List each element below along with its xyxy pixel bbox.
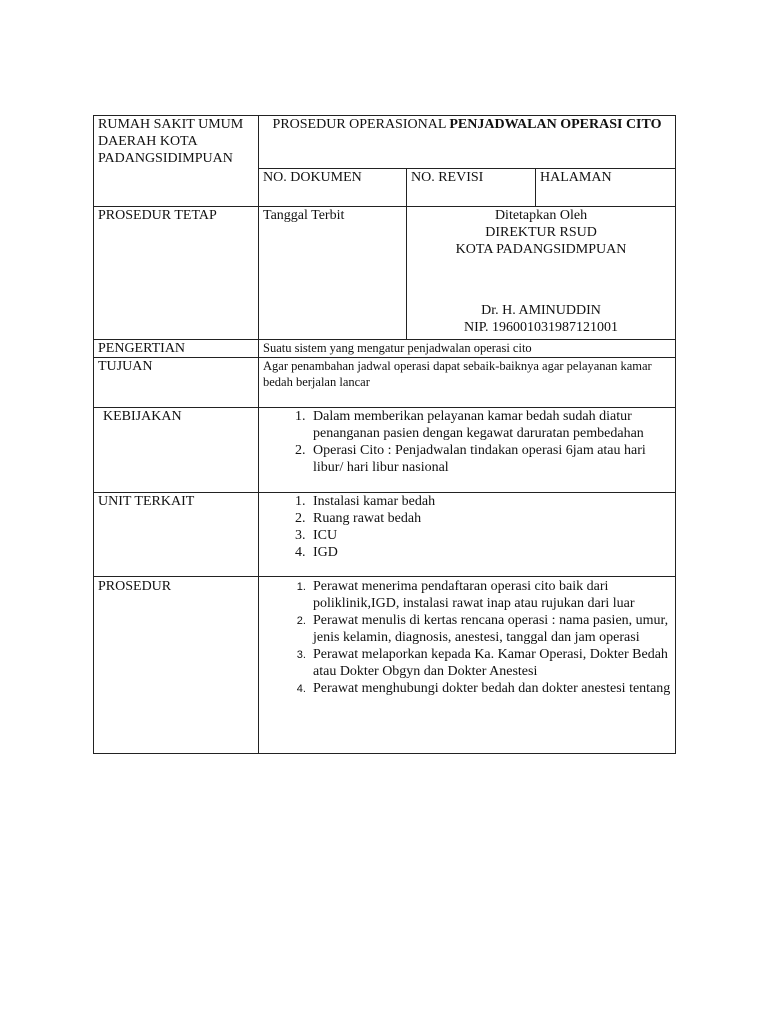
list-item: 2. Ruang rawat bedah xyxy=(309,510,671,527)
policy-list-cell xyxy=(259,408,676,493)
title-bold: PENJADWALAN OPERASI CITO xyxy=(449,117,662,132)
definition-text: Suatu sistem yang mengatur penjadwalan operasi cito xyxy=(259,340,676,358)
fixed-procedure-label: PROSEDUR TETAP xyxy=(94,207,259,340)
related-units-cell xyxy=(259,493,676,577)
policy-label: KEBIJAKAN xyxy=(94,408,259,493)
page-label: HALAMAN xyxy=(536,169,676,207)
title-prefix: PROSEDUR OPERASIONAL xyxy=(272,117,446,132)
list-item: 4. Perawat menghubungi dokter bedah dan dokter anestesi tentang xyxy=(309,680,671,697)
approval-block xyxy=(407,207,676,340)
hospital-name: RUMAH SAKIT UMUM DAERAH KOTA PADANGSIDIMPUAN xyxy=(94,116,259,207)
list-item: 4. IGD xyxy=(309,544,671,561)
procedure-cell xyxy=(259,577,676,754)
procedure-list xyxy=(263,578,671,697)
list-item: 3. ICU xyxy=(309,527,671,544)
city-name: KOTA PADANGSIDMPUAN xyxy=(455,242,627,257)
list-item: 2. Operasi Cito : Penjadwalan tindakan operasi 6jam atau hari libur/ hari libur nasional xyxy=(309,442,671,476)
definition-label: PENGERTIAN xyxy=(94,340,259,358)
related-units-label: UNIT TERKAIT xyxy=(94,493,259,577)
signatory-name: Dr. H. AMINUDDIN xyxy=(481,303,601,318)
list-item: 3. Perawat melaporkan kepada Ka. Kamar Operasi, Dokter Bedah atau Dokter Obgyn dan Dokter Anestesi xyxy=(309,646,671,680)
list-item: 1. Instalasi kamar bedah xyxy=(309,493,671,510)
document-title xyxy=(259,116,676,169)
list-item: 1. Perawat menerima pendaftaran operasi cito baik dari poliklinik,IGD, instalasi rawat inap atau rujukan dari luar xyxy=(309,578,671,612)
approved-by: Ditetapkan Oleh xyxy=(494,208,588,223)
sop-table xyxy=(93,115,676,754)
policy-list xyxy=(263,408,671,476)
issue-date-label: Tanggal Terbit xyxy=(259,207,407,340)
director-position: DIREKTUR RSUD xyxy=(485,225,597,240)
revision-label: NO. REVISI xyxy=(407,169,536,207)
purpose-label: TUJUAN xyxy=(94,358,259,408)
list-item: 2. Perawat menulis di kertas rencana operasi : nama pasien, umur, jenis kelamin, diagnosis, anestesi, tanggal dan jam operasi xyxy=(309,612,671,646)
procedure-label: PROSEDUR xyxy=(94,577,259,754)
signatory-nip: NIP. 196001031987121001 xyxy=(464,320,619,335)
doc-number-label: NO. DOKUMEN xyxy=(259,169,407,207)
signature-space xyxy=(411,258,671,302)
list-item: 1. Dalam memberikan pelayanan kamar bedah sudah diatur penanganan pasien dengan kegawat daruratan pembedahan xyxy=(309,408,671,442)
related-units-list xyxy=(263,493,671,561)
purpose-text: Agar penambahan jadwal operasi dapat sebaik-baiknya agar pelayanan kamar bedah berjalan lancar xyxy=(259,358,676,408)
